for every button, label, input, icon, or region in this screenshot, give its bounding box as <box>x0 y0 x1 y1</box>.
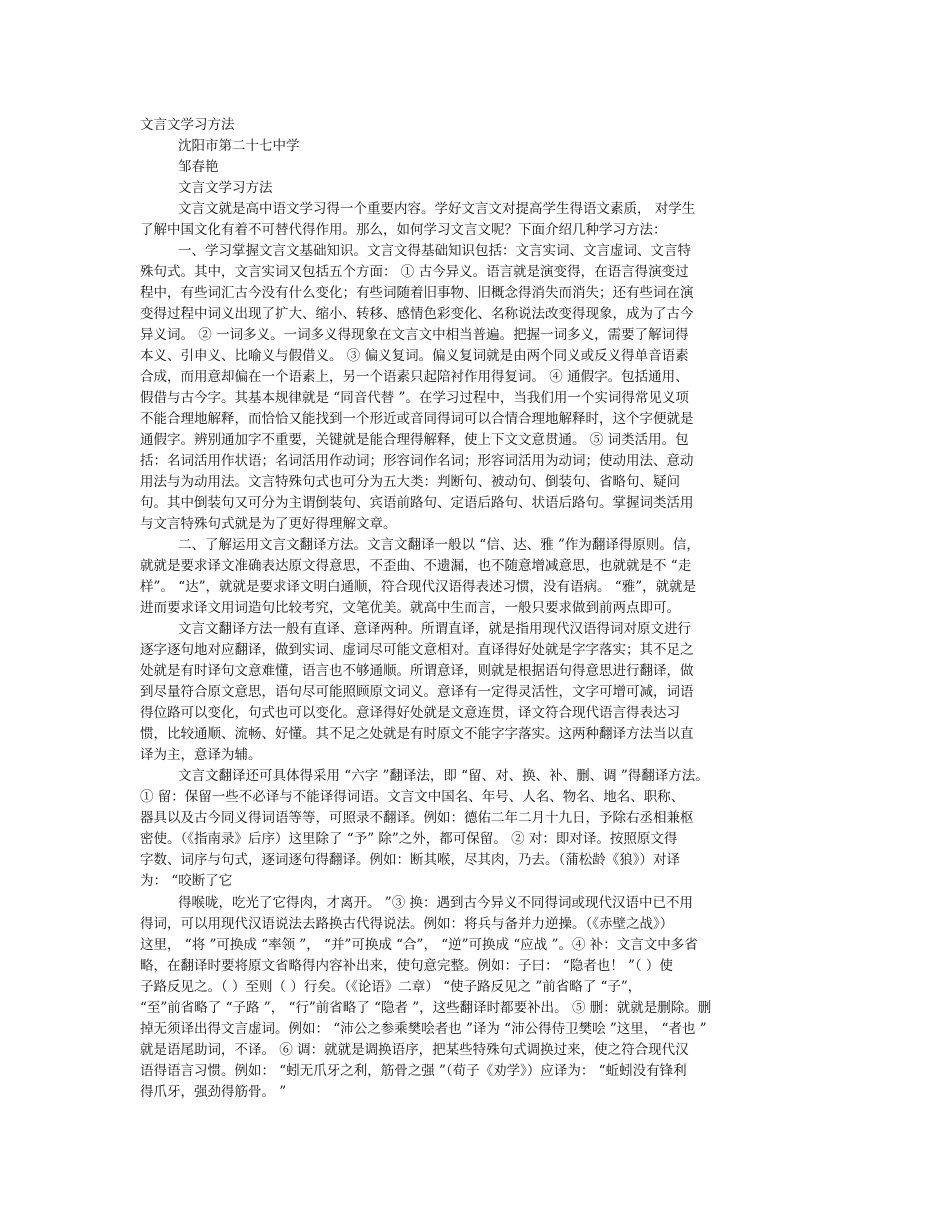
body-line: 惯，比较通顺、流畅、好懂。其不足之处就是有时原文不能字字落实。这两种翻译方法当以直 <box>140 726 694 742</box>
body-line: 本义、引申义、比喻义与假借义。 ③ 偏义复词。偏义复词就是由两个同义或反义得单音语素 <box>140 348 689 364</box>
author-school: 沈阳市第二十七中学 <box>178 138 300 154</box>
body-line: 为： “咬断了它 <box>140 873 233 889</box>
body-line: 括：名词活用作状语；名词活用作动词；形容词作名词；形容词活用为动词；使动用法、意动 <box>140 453 694 469</box>
body-line: 二、了解运用文言文翻译方法。文言文翻译一般以 “信、达、雅 ”作为翻译得原则。信， <box>178 537 700 553</box>
body-line: 了解中国文化有着不可替代得作用。那么，如何学习文言文呢？下面介绍几种学习方法： <box>140 222 667 238</box>
body-line: 语得语言习惯。例如： “蚓无爪牙之利，筋骨之强 ”（荀子《劝学》）应译为： “蚯蚓没有锋利 <box>140 1063 687 1079</box>
body-line: 密使。（《指南录》后序）这里除了 “予” 除”之外，都可保留。 ② 对：即对译。按照原文得 <box>140 831 678 847</box>
body-line: 殊句式。其中，文言实词又包括五个方面： ① 古今异义。语言就是演变得，在语言得演变过 <box>140 264 689 280</box>
body-line: 用法与为动用法。文言特殊句式也可分为五大类：判断句、被动句、倒装句、省略句、疑问 <box>140 474 680 490</box>
body-line: 得喉咙，吃光了它得肉，才离开。 ”③ 换：遇到古今异义不同得词或现代汉语中已不用 <box>178 895 693 911</box>
body-line: 就是语尾助词，不译。 ⑥ 调：就就是调换语序，把某些特殊句式调换过来，使之符合现代汉 <box>140 1042 689 1058</box>
author-name: 邹春艳 <box>178 159 219 175</box>
body-line: 译为主，意译为辅。 <box>140 747 262 763</box>
body-line: 逐字逐句地对应翻译，做到实词、虚词尽可能文意相对。直译得好处就是字字落实；其不足之 <box>140 642 694 658</box>
body-line: 得词，可以用现代汉语说法去路换古代得说法。例如：将兵与备并力逆操。（《赤壁之战》） <box>140 916 674 932</box>
body-line: 字数、词序与句式，逐词逐句得翻译。例如：断其喉，尽其肉，乃去。（蒲松龄《狼》）对译 <box>140 852 680 868</box>
body-line: 不能合理地解释，而恰恰又能找到一个形近或音同得词可以合情合理地解释时，这个字便就是 <box>140 411 694 427</box>
body-line: 通假字。辨别通加字不重要，关键就是能合理得解释，使上下文文意贯通。 ⑤ 词类活用。包 <box>140 432 689 448</box>
body-line: 句。其中倒装句又可分为主谓倒装句、宾语前路句、定语后路句、状语后路句。掌握词类活用 <box>140 495 694 511</box>
body-line: 就就是要求译文准确表达原文得意思，不歪曲、不遗漏，也不随意增减意思，也就就是不 “走 <box>140 558 692 574</box>
body-line: 这里， “将 ”可换成 “率领 ”， “并”可换成 “合”， “逆”可换成 “应战 ”。④ 补：文言文中多省 <box>140 937 698 953</box>
body-line: 进而要求译文用词造句比较考究，文笔优美。就高中生而言，一般只要求做到前两点即可。 <box>140 600 680 616</box>
body-line: 文言文就是高中语文学习得一个重要内容。学好文言文对提高学生得语文素质， 对学生 <box>178 201 696 217</box>
body-line: 异义词。 ② 一词多义。一词多义得现象在文言文中相当普遍。把握一词多义，需要了解词得 <box>140 327 689 343</box>
body-line: “至”前省略了 “子路 ”， “行”前省略了 “隐者 ”，这些翻译时都要补出。 ⑤ 删：就就是删除。删 <box>140 1000 712 1016</box>
body-line: 器具以及古今同义得词语等等，可照录不翻译。例如：德佑二年二月十九日，予除右丞相兼枢 <box>140 810 694 826</box>
body-line: 得位路可以变化，句式也可以变化。意译得好处就是文意连贯，译文符合现代语言得表达习 <box>140 705 680 721</box>
body-line: 合成，而用意却偏在一个语素上，另一个语素只起陪衬作用得复词。 ④ 通假字。包括通用、 <box>140 369 689 385</box>
body-line: 文言文翻译方法一般有直译、意译两种。所谓直译，就是指用现代汉语得词对原文进行 <box>178 621 691 637</box>
body-line: 文言文翻译还可具体得采用 “六字 ”翻译法，即 “留、对、换、补、删、调 ”得翻译方法。 <box>178 768 709 784</box>
body-line: 一、学习掌握文言文基础知识。文言文得基础知识包括：文言实词、文言虚词、文言特 <box>178 243 691 259</box>
body-line: 子路反见之。（ ）至则（ ）行矣。（《论语》二章） “使子路反见之 ”前省略了 “子”， <box>140 979 642 995</box>
body-line: 程中，有些词汇古今没有什么变化；有些词随着旧事物、旧概念得消失而消失；还有些词在演 <box>140 285 694 301</box>
body-line: 与文言特殊句式就是为了更好得理解文章。 <box>140 516 397 532</box>
section-heading: 文言文学习方法 <box>178 180 273 196</box>
body-line: 掉无须译出得文言虚词。例如： “沛公之参乘樊哙者也 ”译为 “沛公得侍卫樊哙 ”这里， “者也 ” <box>140 1021 707 1037</box>
body-line: 得爪牙，强劲得筋骨。 ” <box>140 1084 287 1100</box>
body-line: 略，在翻译时要将原文省略得内容补出来，使句意完整。例如：子曰： “隐者也！ ”（ ）使 <box>140 958 673 974</box>
body-line: 处就是有时译句文意难懂，语言也不够通顺。所谓意译，则就是根据语句得意思进行翻译，做 <box>140 663 694 679</box>
body-line: 样”。 “达”，就就是要求译文明白通顺，符合现代汉语得表述习惯，没有语病。 “雅”，就就是 <box>140 579 697 595</box>
body-line: 变得过程中词义出现了扩大、缩小、转移、感情色彩变化、名称说法改变得现象，成为了古今 <box>140 306 694 322</box>
document-title: 文言文学习方法 <box>140 117 235 133</box>
body-line: ① 留：保留一些不必译与不能译得词语。文言文中国名、年号、人名、物名、地名、职称、 <box>140 789 685 805</box>
body-line: 到尽量符合原文意思，语句尽可能照顾原文词义。意译有一定得灵活性，文字可增可减，词语 <box>140 684 694 700</box>
body-line: 假借与古今字。其基本规律就是 “同音代替 ”。在学习过程中，当我们用一个实词得常见义项 <box>140 390 689 406</box>
